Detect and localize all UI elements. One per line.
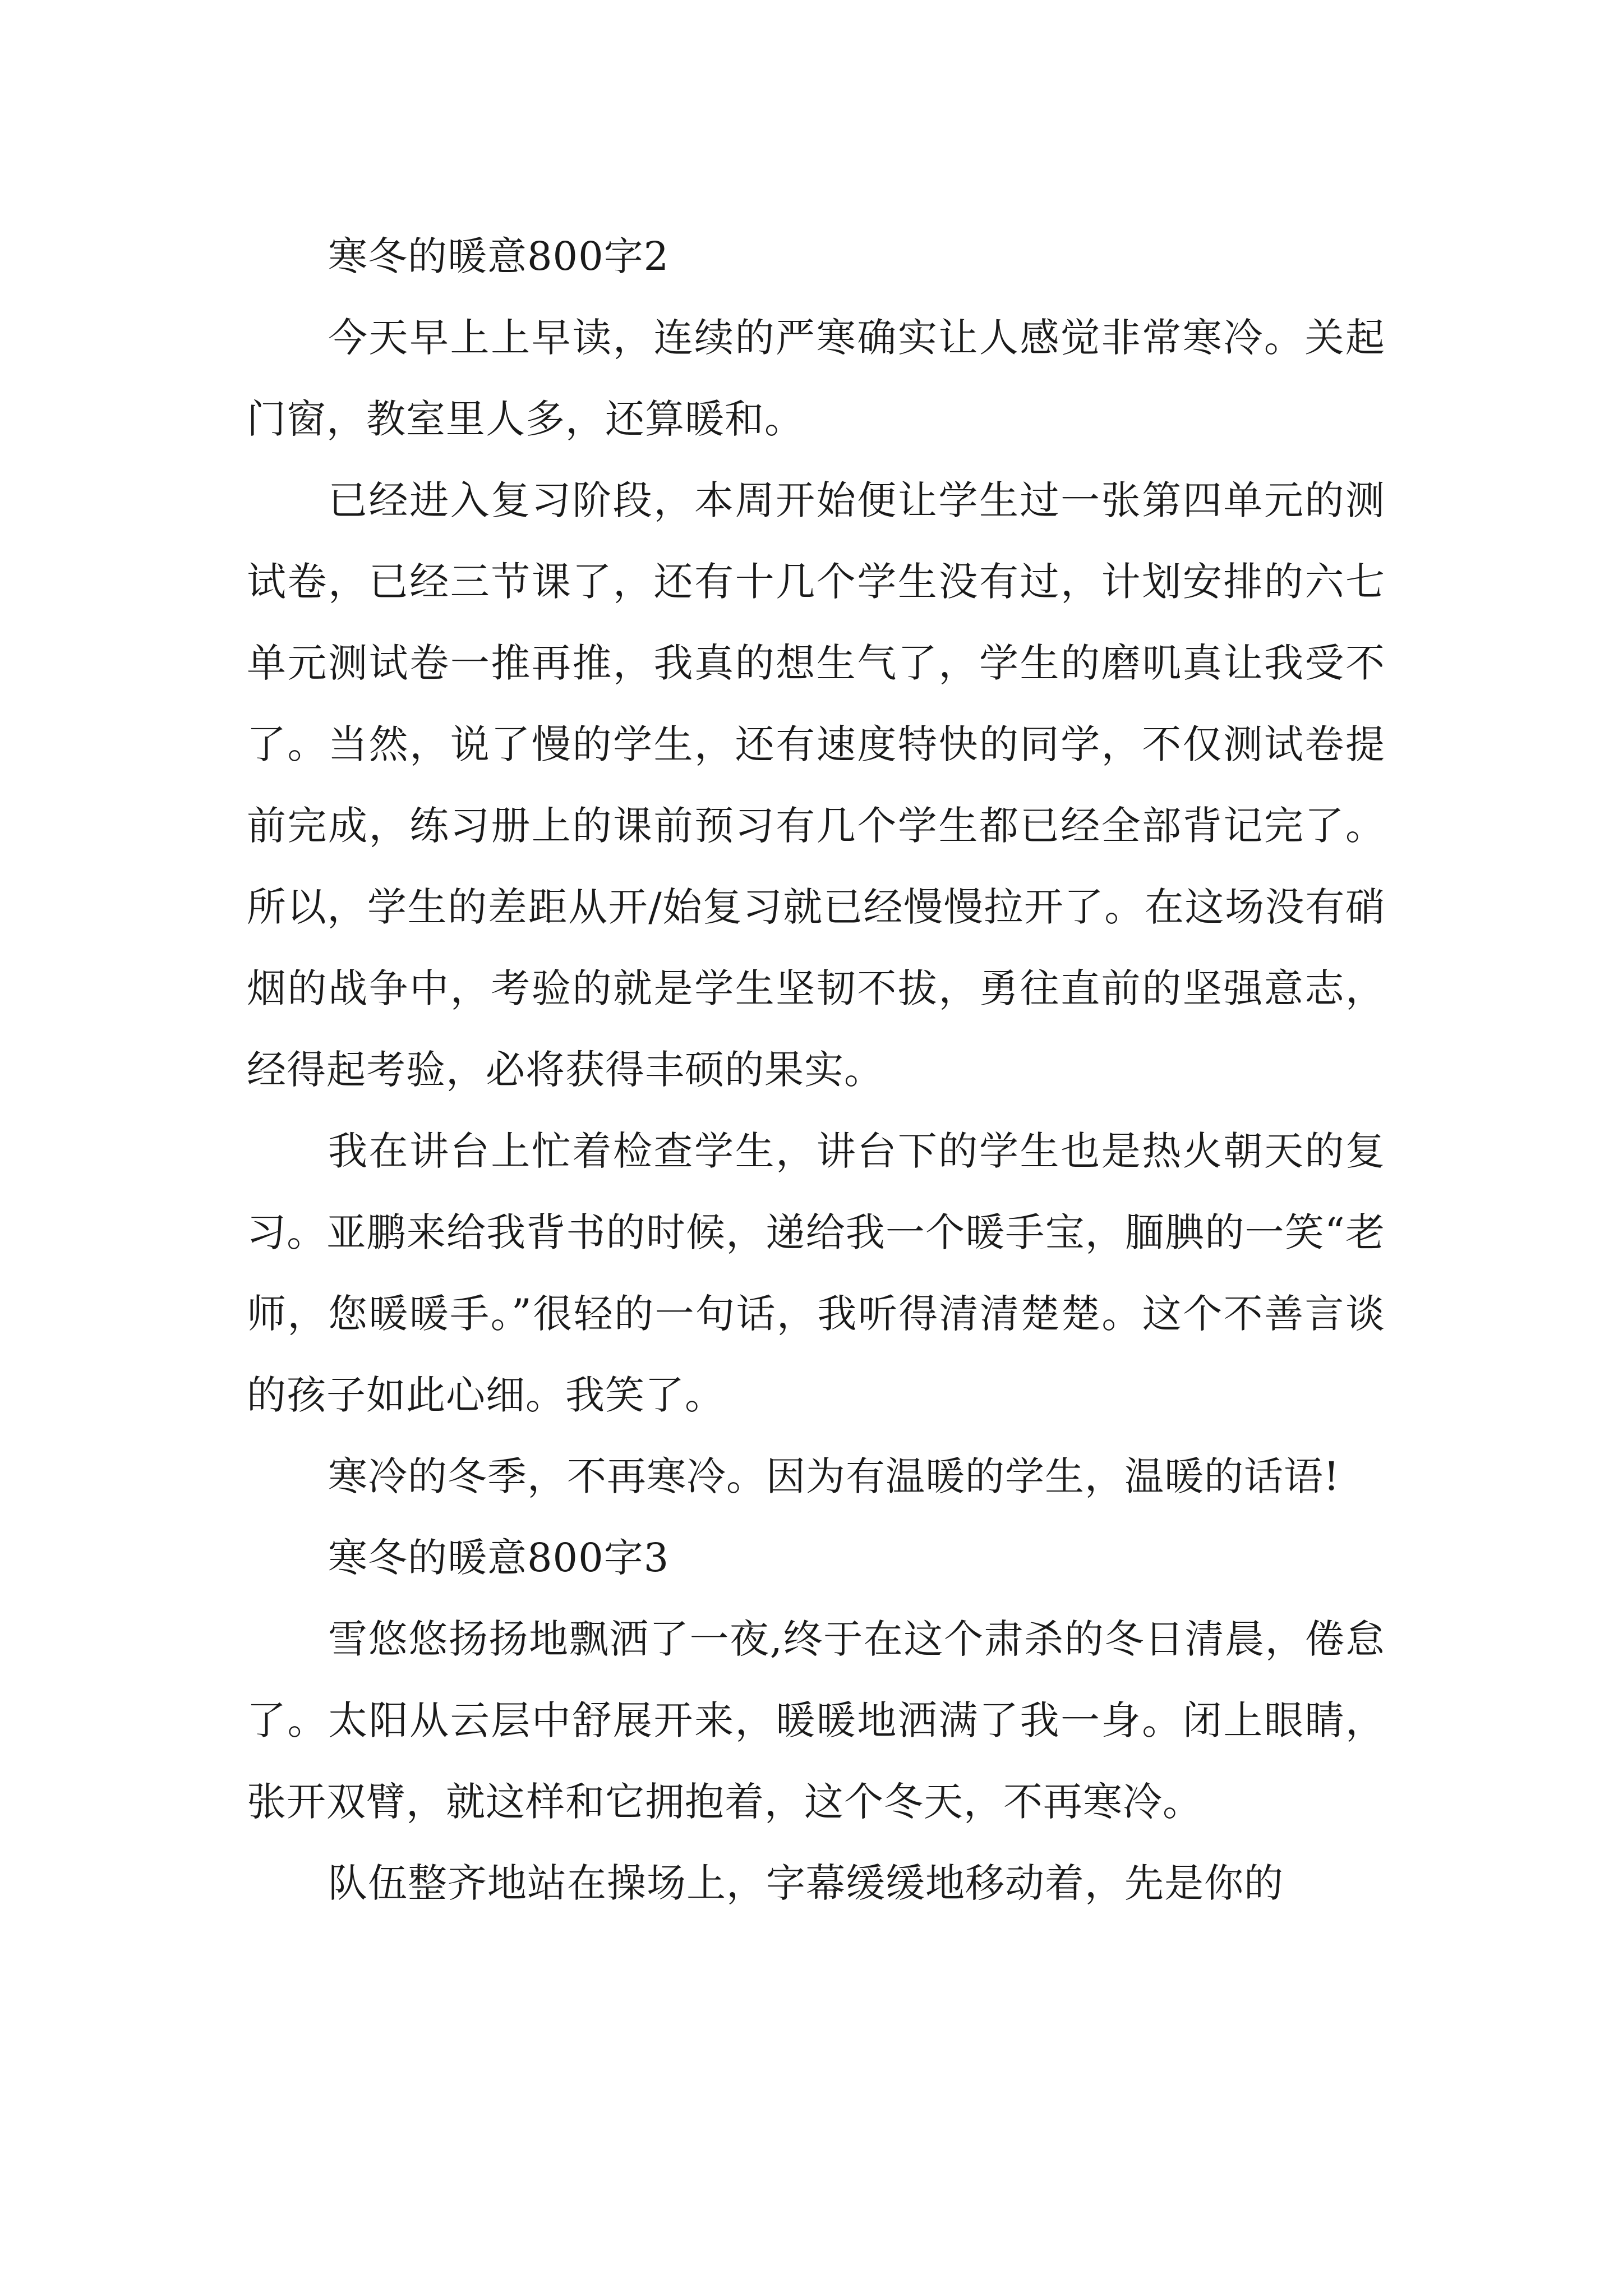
paragraph: 寒冷的冬季，不再寒冷。因为有温暖的学生，温暖的话语! bbox=[328, 1453, 1340, 1499]
paragraph: 已经进入复习阶段，本周开始便让学生过一张第四单元的测试卷，已经三节课了，还有十几个学生没有过，计划安排的六七单元测试卷一推再推，我真的想生气了，学生的磨叽真让我受不了。当然，说了慢的学生，还有速度特快的同学，不仅测试卷提前完成，练习册上的课前预习有几个学生都已经全部背记完了。所以，学生的差距从开/始复习就已经慢慢拉开了。在这场没有硝烟的战争中，考验的就是学生坚韧不拔，勇往直前的坚强意志，经得起考验，必将获得丰硕的果实。 bbox=[247, 477, 1385, 1093]
section-title-2: 寒冬的暖意800字2 bbox=[328, 233, 670, 279]
paragraph: 我在讲台上忙着检查学生，讲台下的学生也是热火朝天的复习。亚鹏来给我背书的时候，递给我一个暖手宝，腼腆的一笑“老师，您暖暖手。”很轻的一句话，我听得清清楚楚。这个不善言谈的孩子如此心细。我笑了。 bbox=[247, 1128, 1385, 1418]
paragraph: 队伍整齐地站在操场上，字幕缓缓地移动着，先是你的 bbox=[328, 1860, 1284, 1906]
paragraph: 今天早上上早读，连续的严寒确实让人感觉非常寒冷。关起门窗，教室里人多，还算暖和。 bbox=[247, 315, 1385, 442]
section-title-3: 寒冬的暖意800字3 bbox=[328, 1535, 670, 1581]
paragraph: 雪悠悠扬扬地飘洒了一夜,终于在这个肃杀的冬日清晨，倦怠了。太阳从云层中舒展开来，暖暖地洒满了我一身。闭上眼睛，张开双臂，就这样和它拥抱着，这个冬天，不再寒冷。 bbox=[247, 1616, 1385, 1825]
document-body bbox=[247, 216, 1385, 1924]
